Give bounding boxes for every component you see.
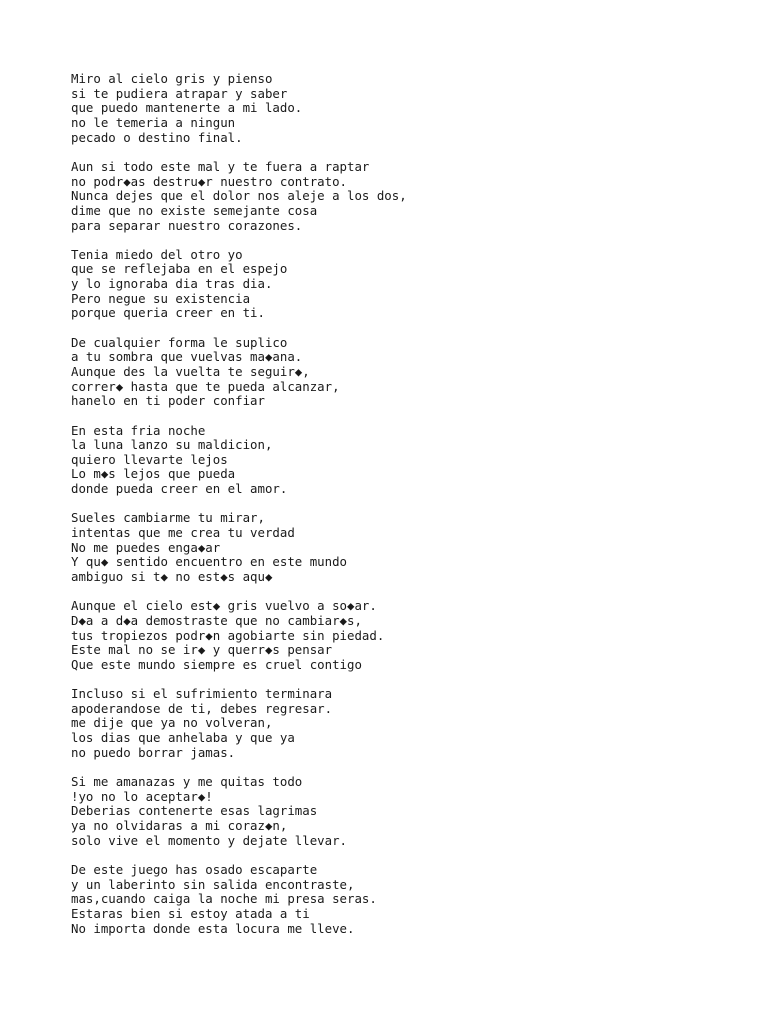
stanza [71, 336, 751, 409]
poem-line: no puedo borrar jamas. [71, 744, 236, 760]
poem-line: Este mal no se ir◆ y querr◆s pensar [71, 642, 333, 658]
poem-line: De este juego has osado escaparte [71, 861, 318, 877]
poem-line: si te pudiera atrapar y saber [71, 85, 288, 101]
poem-line: ya no olvidaras a mi coraz◆n, [71, 817, 288, 833]
poem-line: ambiguo si t◆ no est◆s aqu◆ [71, 569, 273, 584]
poem-line: no podr◆as destru◆r nuestro contrato. [71, 173, 348, 189]
stanza [71, 424, 751, 497]
poem-line: no le temeria a ningun [71, 114, 236, 130]
poem-line: De cualquier forma le suplico [71, 334, 288, 350]
poem-line: Deberias contenerte esas lagrimas [71, 803, 318, 819]
poem-line: me dije que ya no volveran, [71, 715, 273, 731]
stanza [71, 511, 751, 584]
poem-line: Miro al cielo gris y pienso [71, 71, 273, 86]
poem-line: Lo m◆s lejos que pueda [71, 466, 236, 482]
poem-line: No importa donde esta locura me lleve. [71, 920, 355, 936]
poem-line: tus tropiezos podr◆n agobiarte sin piedad. [71, 627, 385, 643]
poem-line: solo vive el momento y dejate llevar. [71, 832, 348, 848]
poem-line: donde pueda creer en el amor. [71, 481, 288, 497]
poem-line: y lo ignoraba dia tras dia. [71, 276, 273, 292]
poem-line: pecado o destino final. [71, 129, 243, 145]
poem-line: y un laberinto sin salida encontraste, [71, 876, 355, 892]
stanza [71, 863, 751, 936]
poem-line: Aunque des la vuelta te seguir◆, [71, 363, 310, 379]
stanza [71, 687, 751, 760]
poem-line: los dias que anhelaba y que ya [71, 730, 295, 746]
poem-line: Nunca dejes que el dolor nos aleje a los dos, [71, 188, 407, 204]
poem-line: intentas que me crea tu verdad [71, 525, 295, 541]
poem-line: Incluso si el sufrimiento terminara [71, 686, 333, 702]
poem-line: Tenia miedo del otro yo [71, 246, 243, 262]
poem-line: No me puedes enga◆ar [71, 539, 221, 555]
stanza [71, 72, 751, 145]
stanza [71, 160, 751, 233]
poem-line: Aun si todo este mal y te fuera a raptar [71, 158, 370, 174]
poem-line: dime que no existe semejante cosa [71, 202, 318, 218]
poem-line: correr◆ hasta que te pueda alcanzar, [71, 378, 340, 394]
poem-line: quiero llevarte lejos [71, 451, 228, 467]
poem-line: !yo no lo aceptar◆! [71, 788, 213, 804]
stanza [71, 599, 751, 672]
poem-line: D◆a a d◆a demostraste que no cambiar◆s, [71, 612, 362, 628]
poem-line: Aunque el cielo est◆ gris vuelvo a so◆ar. [71, 598, 377, 614]
poem-body [71, 72, 751, 951]
stanza [71, 248, 751, 321]
poem-line: Que este mundo siempre es cruel contigo [71, 656, 362, 672]
poem-line: Sueles cambiarme tu mirar, [71, 510, 265, 526]
poem-line: mas,cuando caiga la noche mi presa seras. [71, 891, 377, 907]
poem-line: la luna lanzo su maldicion, [71, 437, 273, 453]
poem-line: que puedo mantenerte a mi lado. [71, 100, 303, 116]
stanza [71, 775, 751, 848]
poem-line: que se reflejaba en el espejo [71, 261, 288, 277]
poem-line: Estaras bien si estoy atada a ti [71, 905, 310, 921]
poem-line: para separar nuestro corazones. [71, 217, 303, 233]
poem-line: apoderandose de ti, debes regresar. [71, 700, 333, 716]
poem-line: a tu sombra que vuelvas ma◆ana. [71, 349, 303, 365]
poem-line: Pero negue su existencia [71, 290, 251, 306]
poem-line: hanelo en ti poder confiar [71, 393, 265, 409]
poem-line: porque queria creer en ti. [71, 305, 265, 321]
poem-line: Y qu◆ sentido encuentro en este mundo [71, 554, 348, 570]
poem-line: Si me amanazas y me quitas todo [71, 774, 303, 789]
poem-line: En esta fria noche [71, 422, 206, 438]
